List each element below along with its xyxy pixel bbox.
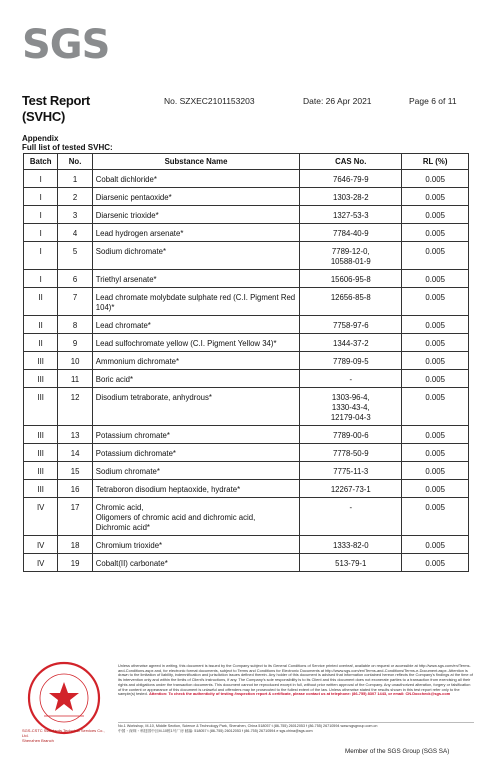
table-row [24,480,469,498]
cell-rl: 0.005 [402,498,469,536]
cell-batch: II [24,334,58,352]
cell-no: 3 [58,206,92,224]
cell-rl: 0.005 [402,170,469,188]
cell-batch: I [24,206,58,224]
cell-batch: I [24,188,58,206]
cell-substance-name: Ammonium dichromate* [92,352,299,370]
cell-batch: III [24,352,58,370]
cell-batch: III [24,426,58,444]
cell-no: 16 [58,480,92,498]
cell-rl: 0.005 [402,444,469,462]
cell-cas-no: 7784-40-9 [300,224,402,242]
cell-cas-no: 7646-79-9 [300,170,402,188]
cell-cas-no: 7775-11-3 [300,462,402,480]
cell-batch: III [24,480,58,498]
sgs-logo [22,22,110,68]
table-row [24,170,469,188]
cell-cas-no: 1303-28-2 [300,188,402,206]
cell-no: 17 [58,498,92,536]
cell-rl: 0.005 [402,554,469,572]
cell-batch: II [24,288,58,316]
cell-no: 10 [58,352,92,370]
cell-substance-name: Potassium chromate* [92,426,299,444]
table-row [24,498,469,536]
report-title-line2: (SVHC) [22,109,65,124]
cell-rl: 0.005 [402,288,469,316]
cell-no: 1 [58,170,92,188]
table-row [24,224,469,242]
cell-substance-name: Chromic acid, Oligomers of chromic acid and dichromic acid, Dichromic acid* [92,498,299,536]
table-row [24,388,469,426]
table-row [24,536,469,554]
cell-no: 13 [58,426,92,444]
cell-substance-name: Lead sulfochromate yellow (C.I. Pigment Yellow 34)* [92,334,299,352]
table-row [24,462,469,480]
table-row [24,426,469,444]
table-row [24,206,469,224]
cell-no: 4 [58,224,92,242]
header-substance-name: Substance Name [92,154,299,170]
cell-batch: IV [24,536,58,554]
address-english: No.1 Workshop, M-10, Middle Section, Science & Technology Park, Shenzhen, China 518057 t (86-755) 26012053 f (86-755) 26710594 www.sgsgroup.com.cn [118,724,378,728]
cell-substance-name: Lead hydrogen arsenate* [92,224,299,242]
cell-substance-name: Sodium dichromate* [92,242,299,270]
cell-cas-no: 12656-85-8 [300,288,402,316]
cell-substance-name: Disodium tetraborate, anhydrous* [92,388,299,426]
header-batch: Batch [24,154,58,170]
cell-substance-name: Diarsenic trioxide* [92,206,299,224]
table-row [24,554,469,572]
cell-batch: III [24,370,58,388]
stamp-caption: SGS-CSTC Standards Technical Services Co., Ltd. Shenzhen Branch [22,728,105,743]
table-row [24,270,469,288]
cell-substance-name: Sodium chromate* [92,462,299,480]
cell-rl: 0.005 [402,270,469,288]
header-no: No. [58,154,92,170]
table-body [24,170,469,572]
cell-batch: III [24,462,58,480]
cell-batch: III [24,388,58,426]
table-row [24,316,469,334]
report-number: No. SZXEC2101153203 [164,96,255,106]
cell-no: 7 [58,288,92,316]
header-rl: RL (%) [402,154,469,170]
cell-substance-name: Chromium trioxide* [92,536,299,554]
cell-rl: 0.005 [402,370,469,388]
appendix-subtitle: Full list of tested SVHC: [22,143,113,152]
cell-rl: 0.005 [402,224,469,242]
table-row [24,188,469,206]
cell-batch: I [24,224,58,242]
cell-substance-name: Lead chromate* [92,316,299,334]
disclaimer-body: Unless otherwise agreed in writing, this document is issued by the Company subject to its General Conditions of Service printed overleaf, available on request or accessible at http://www.sgs.com/en/Terms-and-Conditions.aspx and, for electronic format documents, subject to Terms and Conditions for Electronic Documents at http://www.sgs.com/en/Terms-and-Conditions/Terms-e-Document.aspx. Attention is drawn to the limitation of liability, indemnification and jurisdiction issues defined therein. Any holder of this document is advised that information contained hereon reflects the Company's findings at the time of its intervention only and within the limits of Client's instructions, if any. The Company's sole responsibility is to its Client and this document does not exonerate parties to a transaction from exercising all their rights and obligations under the transaction documents. This document cannot be reproduced except in full, without prior written approval of the Company. Any unauthorized alteration, forgery or falsification of the content or appearance of this document is unlawful and offenders may be prosecuted to the fullest extent of the law. Unless otherwise stated the results shown in this test report refer only to the sample(s) tested. [118,663,473,697]
table-row [24,444,469,462]
table-row [24,334,469,352]
cell-rl: 0.005 [402,188,469,206]
cell-substance-name: Cobalt dichloride* [92,170,299,188]
cell-cas-no: - [300,498,402,536]
cell-cas-no: 7789-00-6 [300,426,402,444]
table-header-row [24,154,469,170]
cell-cas-no: 1303-96-4, 1330-43-4, 12179-04-3 [300,388,402,426]
cell-no: 5 [58,242,92,270]
cell-rl: 0.005 [402,480,469,498]
table-row [24,352,469,370]
appendix-title: Appendix [22,134,59,143]
cell-batch: II [24,316,58,334]
cell-substance-name: Tetraboron disodium heptaoxide, hydrate* [92,480,299,498]
cell-substance-name: Potassium dichromate* [92,444,299,462]
cell-cas-no: 7789-09-5 [300,352,402,370]
cell-no: 2 [58,188,92,206]
table-row [24,370,469,388]
cell-substance-name: Lead chromate molybdate sulphate red (C.I. Pigment Red 104)* [92,288,299,316]
cell-rl: 0.005 [402,334,469,352]
cell-batch: III [24,444,58,462]
cell-no: 14 [58,444,92,462]
cell-rl: 0.005 [402,426,469,444]
cell-cas-no: 513-79-1 [300,554,402,572]
cell-substance-name: Triethyl arsenate* [92,270,299,288]
cell-rl: 0.005 [402,206,469,224]
company-seal-stamp [26,660,102,736]
cell-cas-no: 7758-97-6 [300,316,402,334]
cell-cas-no: 15606-95-8 [300,270,402,288]
cell-batch: IV [24,554,58,572]
appendix-heading [22,134,113,152]
disclaimer-text [118,664,474,697]
cell-substance-name: Cobalt(II) carbonate* [92,554,299,572]
cell-cas-no: - [300,370,402,388]
cell-cas-no: 12267-73-1 [300,480,402,498]
svhc-table [23,153,469,572]
company-address [118,722,474,734]
report-date: Date: 26 Apr 2021 [303,96,372,106]
report-title-line1: Test Report [22,93,90,108]
cell-cas-no: 7789-12-0, 10588-01-9 [300,242,402,270]
footer [0,660,500,784]
cell-batch: IV [24,498,58,536]
cell-cas-no: 1327-53-3 [300,206,402,224]
cell-no: 11 [58,370,92,388]
cell-no: 18 [58,536,92,554]
cell-rl: 0.005 [402,316,469,334]
cell-cas-no: 1344-37-2 [300,334,402,352]
cell-batch: I [24,270,58,288]
cell-substance-name: Diarsenic pentaoxide* [92,188,299,206]
cell-cas-no: 7778-50-9 [300,444,402,462]
authenticity-attention: Attention: To check the authenticity of testing /inspection report & certificate, please contact us at telephone: (86-755) 8307 1443, or email: CN.Doccheck@sgs.com [148,691,451,697]
sgs-logo-text: SGS [22,22,110,68]
cell-batch: I [24,170,58,188]
header-cas-no: CAS No. [300,154,402,170]
cell-no: 8 [58,316,92,334]
address-chinese: 中国・深圳・科技园中区M-10栋1号厂房 邮编: 518057 t (86-755) 26012053 f (86-755) 26710594 e sgs.china@sgs.com [118,729,313,733]
cell-no: 6 [58,270,92,288]
cell-rl: 0.005 [402,242,469,270]
cell-rl: 0.005 [402,536,469,554]
report-title [22,93,90,125]
table-row [24,242,469,270]
cell-cas-no: 1333-82-0 [300,536,402,554]
cell-no: 15 [58,462,92,480]
cell-rl: 0.005 [402,352,469,370]
cell-no: 12 [58,388,92,426]
cell-no: 9 [58,334,92,352]
cell-rl: 0.005 [402,388,469,426]
cell-substance-name: Boric acid* [92,370,299,388]
table-row [24,288,469,316]
cell-rl: 0.005 [402,462,469,480]
cell-no: 19 [58,554,92,572]
sgs-group-membership: Member of the SGS Group (SGS SA) [345,748,450,755]
cell-batch: I [24,242,58,270]
page-indicator: Page 6 of 11 [409,96,457,106]
